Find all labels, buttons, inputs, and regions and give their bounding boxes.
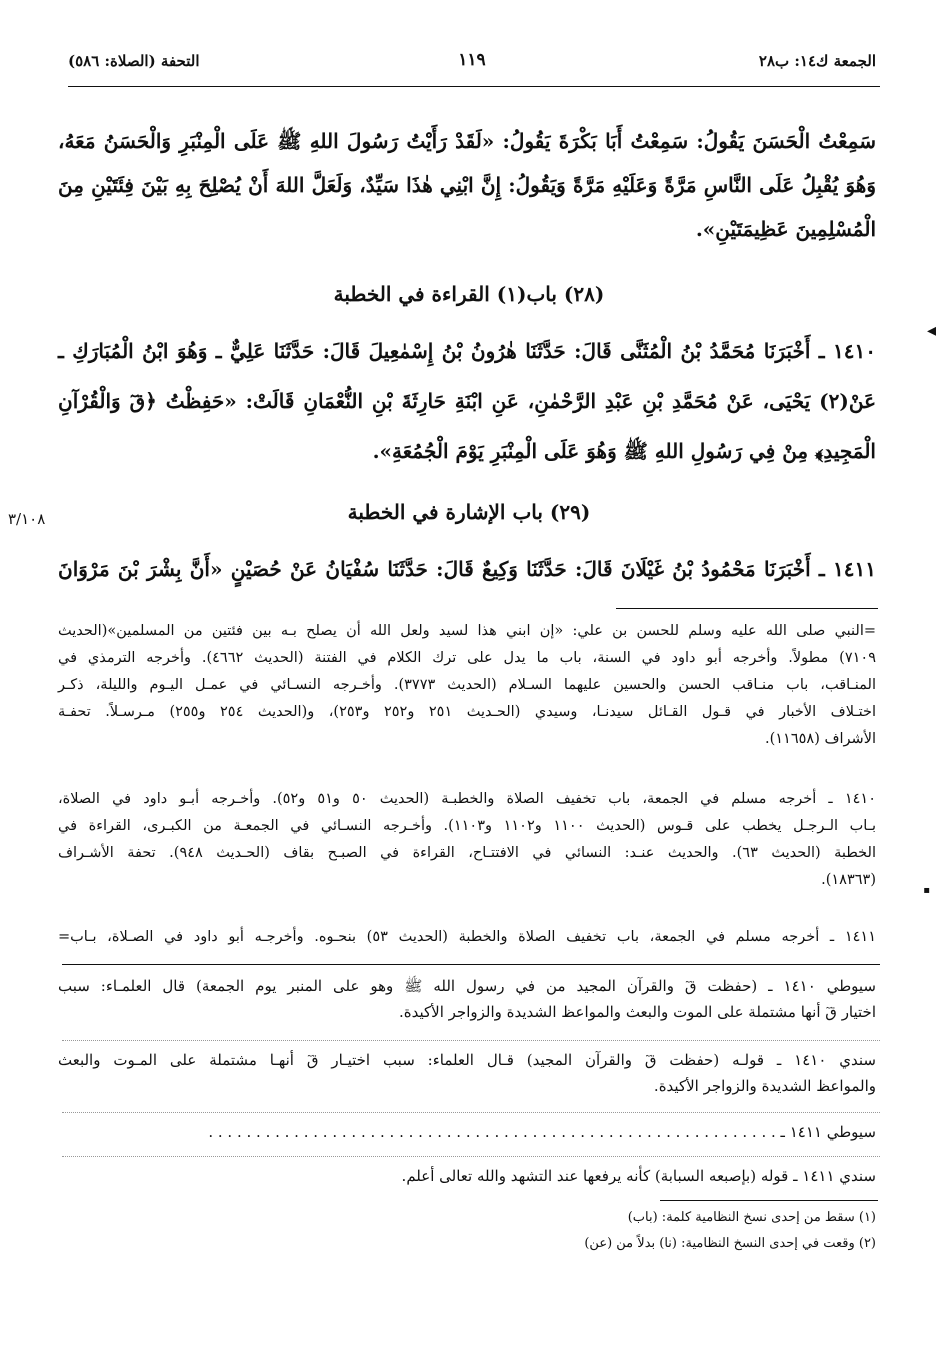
header-rule — [68, 86, 880, 87]
notes-rule — [660, 1200, 878, 1201]
takhrij-line: بـاب الـرجـل يخطب على قـوس (الحديث ١١٠٠ و١١٠٢ و١١٠٣). وأخـرجه النسـائي في الجمعـة من الكبـرى، القراءة في — [58, 818, 876, 834]
commentary-divider — [62, 1112, 880, 1113]
commentary-line: سيوطي ١٤١١ ـ . . . . . . . . . . . . . . . . . . . . . . . . . . . . . . . . . . . . . . . . . . . . . . . . . . . . . . . . . . . . — [208, 1123, 876, 1141]
hadith-text-line: ١٤١١ ـ أَخْبَرَنَا مَحْمُودُ بْنُ غَيْلَانَ قَالَ: حَدَّثَنَا وَكِيعٌ قَالَ: حَدَّثَنَا سُفْيَانُ عَنْ حُصَيْنٍ «أَنَّ بِشْرَ بْنَ مَرْوَانَ — [58, 557, 876, 581]
commentary-line: سيوطي ١٤١٠ ـ (حفظت قٓ والقرآن المجيد من في رسول الله ﷺ وهو على المنبر يوم الجمعة) قال العلمـاء: سبب — [58, 977, 877, 995]
takhrij-line: (١٨٣٦٣). — [821, 872, 876, 888]
takhrij-line: =النبي صلى الله عليه وسلم للحسن بن علي: «إن ابني هذا لسيد ولعل الله أن يصلح بـه بين فئتين من المسلمين»(الحديث — [58, 623, 876, 639]
chapter-heading: (٢٩) باب الإشارة في الخطبة — [347, 500, 591, 524]
main-text-line: الْمُسْلِمِينَ عَظِيمَتَيْنِ». — [695, 217, 876, 241]
edition-note: (١) سقط من إحدى نسخ النظامية كلمة: (باب) — [627, 1210, 876, 1225]
page-number: ١١٩ — [458, 50, 486, 70]
takhrij-line: الخطبة (الحديث ٦٣). والحديث عنـد: النسائي في الافتتـاح، القراءة في الصبـح بقاف (الحـديث ٩٤٨). تحفة الأشـراف — [58, 845, 876, 861]
hadith-text-line: ١٤١٠ ـ أَخْبَرَنَا مُحَمَّدُ بْنُ الْمُثَنَّى قَالَ: حَدَّثَنَا هٰرُونُ بْنُ إِسْمٰعِيلَ قَالَ: حَدَّثَنَا عَلِيٌّ ـ وَهُوَ ابْنُ الْمُبَارَكِ ـ — [58, 339, 876, 363]
commentary-divider — [62, 1040, 880, 1041]
hadith-text-line: عَنْ(٢) يَحْيَى، عَنْ مُحَمَّدِ بْنِ عَبْدِ الرَّحْمٰنِ، عَنِ ابْنَةِ حَارِثَةَ بْنِ النُّعْمَانِ قَالَتْ: «حَفِظْتُ ﴿قٓ وَالْقُرْآنِ — [58, 389, 876, 413]
margin-volume-note: ٣/١٠٨ — [8, 510, 46, 528]
edition-note: (٢) وقعت في إحدى النسخ النظامية: (نا) بدلاً من (عن) — [584, 1236, 876, 1251]
takhrij-line: الأشراف (١١٦٥٨). — [764, 731, 876, 747]
hadith-text-line: الْمَجِيدِ﴾ مِنْ فِي رَسُولِ اللهِ ﷺ وَهُوَ عَلَى الْمِنْبَرِ يَوْمَ الْجُمُعَةِ». — [372, 439, 876, 463]
header-tuhfa-ref: التحفة (الصلاة: ٥٨٦) — [68, 52, 200, 70]
commentary-separator — [62, 964, 880, 965]
main-text-line: وَهُوَ يُقْبِلُ عَلَى النَّاسِ مَرَّةً وَعَلَيْهِ مَرَّةً وَيَقُولُ: إِنَّ ابْنِي هٰذَا سَيِّدٌ، وَلَعَلَّ اللهَ أَنْ يُصْلِحَ بِهِ بَيْنَ فِئَتَيْنِ مِنَ — [58, 173, 876, 197]
running-header — [68, 44, 876, 84]
commentary-line: اختيار قٓ أنها مشتملة على الموت والبعث والمواعظ الشديدة والزواجر الأكيدة. — [398, 1003, 876, 1021]
chapter-heading: (٢٨) باب(١) القراءة في الخطبة — [333, 282, 605, 306]
scan-mark: ▪ — [923, 885, 930, 896]
commentary-line: سندي ١٤١١ ـ قوله (بإصبعه السبابة) كأنه يرفعها عند التشهد والله تعالى أعلم. — [401, 1167, 876, 1185]
takhrij-line: ١٤١١ ـ أخرجه مسلم في الجمعة، باب تخفيف الصلاة والخطبة (الحديث ٥٣) بنحـوه. وأخرجـه أبو داود في الصـلاة، بـاب= — [58, 929, 876, 945]
main-text-line: سَمِعْتُ الْحَسَنَ يَقُولُ: سَمِعْتُ أَبَا بَكْرَةَ يَقُولُ: «لَقَدْ رَأَيْتُ رَسُولَ اللهِ ﷺ عَلَى الْمِنْبَرِ وَالْحَسَنُ مَعَهُ، — [58, 129, 876, 153]
commentary-line: والمواعظ الشديدة والزواجر الأكيدة. — [653, 1077, 876, 1095]
header-chapter-ref: الجمعة ك١٤: ب٢٨ — [758, 52, 876, 70]
takhrij-line: ٧١٠٩) مطولاً. وأخرجه أبو داود في السنة، باب ما يدل على ترك الكلام في الفتنة (الحديث ٤٦٦٢). وأخرجه الترمذي في — [58, 650, 876, 666]
takhrij-line: اختـلاف الأخبار في قـول القـائل سيدنـا، وسيدي (الحـديث ٢٥١ و٢٥٢ و٢٥٣)، و(الحديث ٢٥٤ و٢٥٥) مـرسـلاً. تحفـة — [58, 704, 876, 720]
takhrij-line: ١٤١٠ ـ أخرجه مسلم في الجمعة، باب تخفيف الصلاة والخطبـة (الحديث ٥٠ و٥١ و٥٢). وأخـرجه أبـو داود في الصلاة، — [58, 791, 876, 807]
footnote-rule — [616, 608, 878, 609]
scan-mark: ◂ — [926, 320, 936, 341]
commentary-line: سندي ١٤١٠ ـ قولـه (حفظت قٓ والقرآن المجيد) قـال العلماء: سبب اختيـار قٓ أنهـا مشتملة على المـوت والبعث — [58, 1051, 877, 1069]
takhrij-line: المنـاقب، باب منـاقب الحسن والحسين عليهما السـلام (الحديث ٣٧٧٣). وأخـرجه النسـائي في عمـل اليـوم والليلة، ذكـر — [58, 677, 876, 693]
commentary-divider — [62, 1156, 880, 1157]
